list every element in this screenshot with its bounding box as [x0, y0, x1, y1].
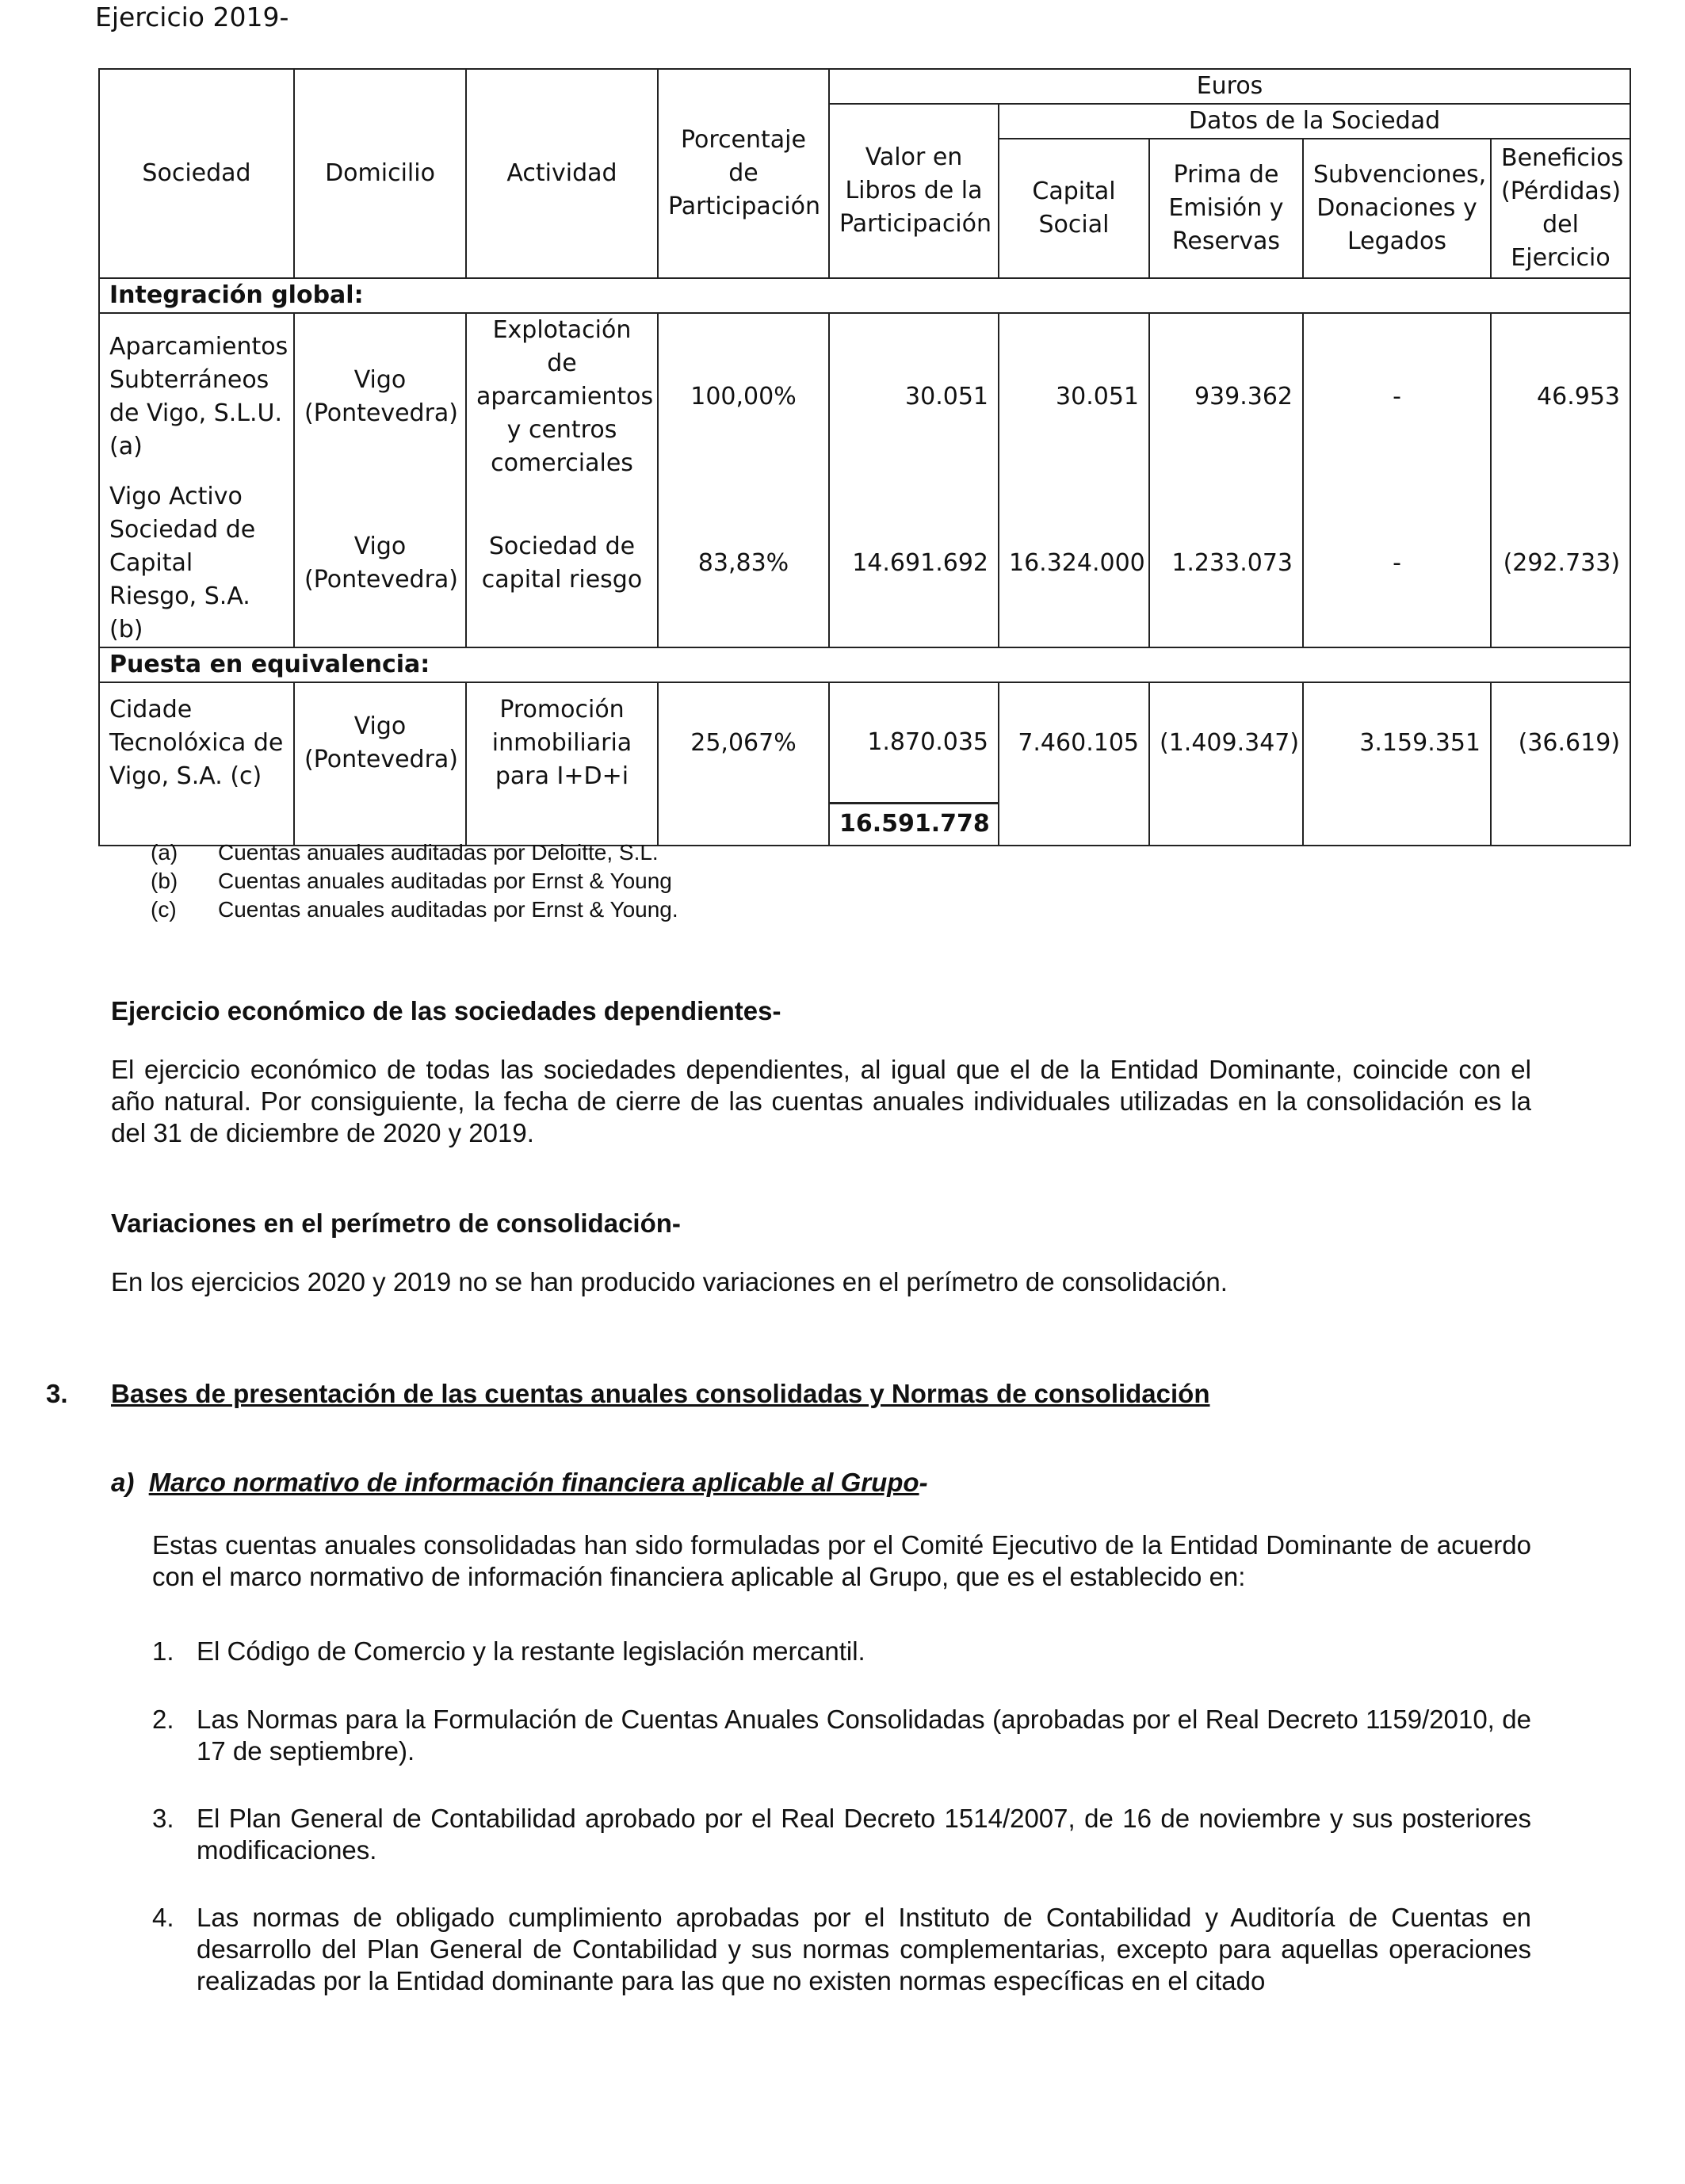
- table-row: [99, 313, 1630, 480]
- cell-porcentaje: 83,83%: [658, 480, 829, 647]
- note-label: (a): [151, 840, 178, 865]
- header-sociedad: Sociedad: [99, 69, 294, 278]
- list-item: [152, 1803, 1531, 1866]
- note-text: Cuentas anuales auditadas por Ernst & Young.: [218, 897, 678, 922]
- header-actividad: Actividad: [466, 69, 658, 278]
- cell-valor: 14.691.692: [829, 480, 999, 647]
- header-datos-sociedad: Datos de la Sociedad: [999, 104, 1630, 139]
- participaciones-table: [98, 68, 1631, 846]
- cell-valor: 30.051: [829, 313, 999, 480]
- cell-subvenciones: -: [1303, 480, 1491, 647]
- note-text: Cuentas anuales auditadas por Deloitte, S.L.: [218, 840, 659, 865]
- section-puesta-equivalencia: Puesta en equivalencia:: [99, 647, 1630, 682]
- header-domicilio: Domicilio: [294, 69, 466, 278]
- list-text: Las normas de obligado cumplimiento aprobadas por el Instituto de Contabilidad y Auditoría de Cuentas en desarrollo del Plan General de Contabilidad y sus normas complementarias, excepto para aquellas operaciones realizadas por la Entidad dominante para las que no existen normas específicas en el citado: [197, 1903, 1531, 1995]
- cell-domicilio: Vigo (Pontevedra): [294, 480, 466, 647]
- header-euros: Euros: [829, 69, 1630, 104]
- list-text: El Código de Comercio y la restante legislación mercantil.: [197, 1636, 865, 1666]
- section-integracion-global: Integración global:: [99, 278, 1630, 313]
- list-number: 3.: [152, 1804, 174, 1833]
- cell-sociedad: Aparcamientos Subterráneos de Vigo, S.L.U. (a): [99, 313, 294, 480]
- cell-valor: 1.870.035: [829, 682, 999, 803]
- cell-sociedad: Vigo Activo Sociedad de Capital Riesgo, S.A. (b): [99, 480, 294, 647]
- header-prima: Prima de Emisión y Reservas: [1149, 139, 1303, 278]
- section-3-heading: [46, 1379, 1282, 1409]
- cell-prima: 1.233.073: [1149, 480, 1303, 647]
- page-title: Ejercicio 2019-: [95, 2, 289, 32]
- subsection-title: Marco normativo de información financiera aplicable al Grupo: [148, 1468, 919, 1497]
- cell-capital: 30.051: [999, 313, 1149, 480]
- cell-beneficios: (292.733): [1491, 480, 1630, 647]
- cell-porcentaje: 25,067%: [658, 682, 829, 803]
- cell-domicilio: Vigo (Pontevedra): [294, 313, 466, 480]
- header-porcentaje: Porcentaje de Participación: [658, 69, 829, 278]
- note-label: (b): [151, 869, 178, 893]
- cell-porcentaje: 100,00%: [658, 313, 829, 480]
- subsection-a-heading: [111, 1468, 928, 1498]
- subsection-suffix: -: [919, 1468, 928, 1497]
- variaciones-heading: Variaciones en el perímetro de consolidación-: [111, 1208, 681, 1238]
- subsection-label: a): [111, 1468, 135, 1497]
- list-text: El Plan General de Contabilidad aprobado por el Real Decreto 1514/2007, de 16 de noviembre y sus posteriores modificaciones.: [197, 1804, 1531, 1865]
- cell-subvenciones: 3.159.351: [1303, 682, 1491, 803]
- header-beneficios: Beneficios (Pérdidas) del Ejercicio: [1491, 139, 1630, 278]
- list-item: [152, 1636, 1531, 1667]
- cell-beneficios: 46.953: [1491, 313, 1630, 480]
- cell-actividad: Promoción inmobiliaria para I+D+i: [466, 682, 658, 803]
- cell-domicilio: Vigo (Pontevedra): [294, 682, 466, 803]
- table-row: [99, 682, 1630, 803]
- note-text: Cuentas anuales auditadas por Ernst & Young: [218, 869, 672, 893]
- cell-total: 16.591.778: [829, 803, 999, 846]
- header-capital: Capital Social: [999, 139, 1149, 278]
- header-subvenciones: Subvenciones, Donaciones y Legados: [1303, 139, 1491, 278]
- cell-actividad: Sociedad de capital riesgo: [466, 480, 658, 647]
- section-number: 3.: [46, 1379, 68, 1408]
- ejercicio-economico-heading: Ejercicio económico de las sociedades dependientes-: [111, 996, 781, 1025]
- ejercicio-economico-text: El ejercicio económico de todas las sociedades dependientes, al igual que el de la Entidad Dominante, coincide con el año natural. Por consiguiente, la fecha de cierre de las cuentas anuales individuales utilizadas en la consolidación es la del 31 de diciembre de 2020 y 2019.: [111, 1055, 1531, 1147]
- note-label: (c): [151, 897, 177, 922]
- variaciones-text: En los ejercicios 2020 y 2019 no se han producido variaciones en el perímetro de consolidación.: [111, 1267, 1228, 1296]
- list-text: Las Normas para la Formulación de Cuentas Anuales Consolidadas (aprobadas por el Real Decreto 1159/2010, de 17 de septiembre).: [197, 1705, 1531, 1766]
- list-number: 4.: [152, 1903, 174, 1932]
- list-number: 2.: [152, 1705, 174, 1734]
- footnotes: [151, 838, 678, 924]
- section-title: Bases de presentación de las cuentas anuales consolidadas y Normas de consolidación: [111, 1379, 1210, 1408]
- header-valor-libros: Valor en Libros de la Participación: [829, 104, 999, 278]
- list-item: [152, 1902, 1531, 1997]
- table-row: [99, 480, 1630, 647]
- cell-prima: 939.362: [1149, 313, 1303, 480]
- cell-prima: (1.409.347): [1149, 682, 1303, 803]
- cell-sociedad: Cidade Tecnolóxica de Vigo, S.A. (c): [99, 682, 294, 803]
- cell-capital: 16.324.000: [999, 480, 1149, 647]
- list-number: 1.: [152, 1636, 174, 1666]
- cell-beneficios: (36.619): [1491, 682, 1630, 803]
- cell-subvenciones: -: [1303, 313, 1491, 480]
- marco-intro: Estas cuentas anuales consolidadas han sido formuladas por el Comité Ejecutivo de la Entidad Dominante de acuerdo con el marco normativo de información financiera aplicable al Grupo, que es el establecido en:: [152, 1530, 1531, 1591]
- list-item: [152, 1704, 1531, 1767]
- cell-actividad: Explotación de aparcamientos y centros comerciales: [466, 313, 658, 480]
- cell-capital: 7.460.105: [999, 682, 1149, 803]
